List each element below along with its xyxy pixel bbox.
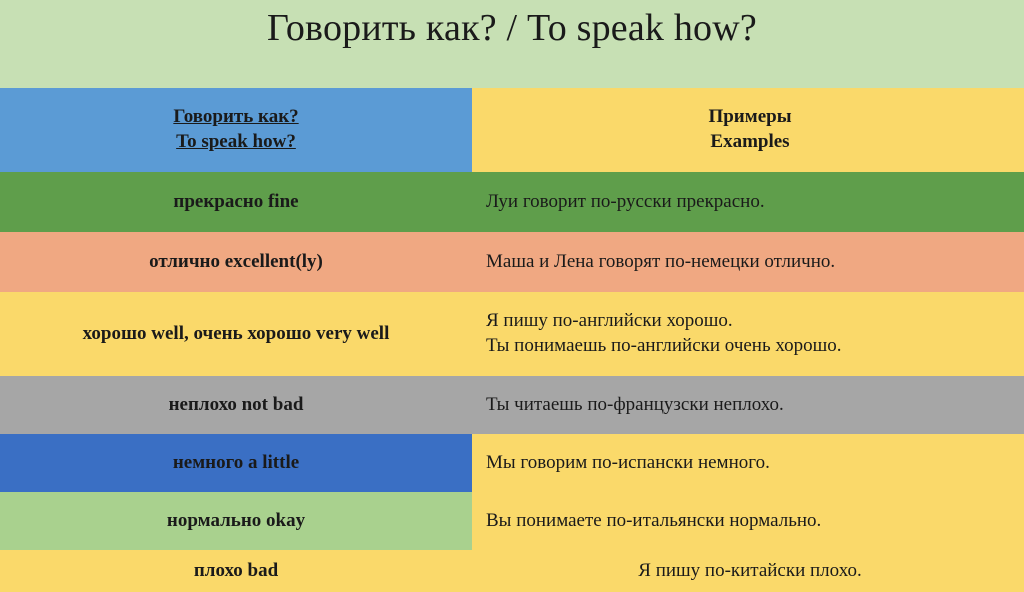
table-header-cell-right [472,88,1024,172]
table-cell-term [0,232,472,292]
header-left-line1: Говорить как? [173,106,299,128]
table-cell-term [0,492,472,550]
header-right-line1: Примеры [708,106,792,128]
table-cell-example [472,434,1024,492]
table-row [0,232,1024,292]
term-text-3: хорошо well, очень хорошо very well [82,323,390,345]
table-row [0,292,1024,376]
example-text-4-line1: Ты читаешь по-французски неплохо. [486,393,784,415]
table-row [0,492,1024,550]
table-row [0,172,1024,232]
table-cell-term [0,292,472,376]
example-text-2-line1: Маша и Лена говорят по-немецки отлично. [486,250,836,272]
example-text-7-line1: Я пишу по-китайски плохо. [638,559,862,581]
table-cell-example [472,292,1024,376]
example-text-5-line1: Мы говорим по-испански немного. [486,451,770,473]
table-header-row [0,88,1024,172]
term-text-1: прекрасно fine [173,191,299,213]
page-title: Говорить как? / To speak how? [267,7,757,49]
example-text-6-line1: Вы понимаете по-итальянски нормально. [486,509,822,531]
table-cell-example [472,376,1024,434]
vocabulary-table [0,88,1024,592]
table-cell-term [0,172,472,232]
header-left-line2: To speak how? [176,131,296,152]
table-cell-example [472,172,1024,232]
table-header-cell-left [0,88,472,172]
table-cell-example [472,232,1024,292]
example-text-3-line2: Ты понимаешь по-английски очень хорошо. [486,335,842,356]
term-text-2: отлично excellent(ly) [149,251,323,273]
example-text-1-line1: Луи говорит по-русски прекрасно. [486,190,765,212]
header-right-line2: Examples [710,131,790,152]
table-row [0,434,1024,492]
example-text-3-line1: Я пишу по-английски хорошо. [486,310,733,332]
table-cell-example [472,492,1024,550]
table-cell-term [0,376,472,434]
term-text-5: немного a little [172,452,300,474]
term-text-7: плохо bad [193,560,279,582]
table-row [0,376,1024,434]
table-cell-term [0,434,472,492]
term-text-6: нормально okay [166,510,306,532]
term-text-4: неплохо not bad [168,394,304,416]
